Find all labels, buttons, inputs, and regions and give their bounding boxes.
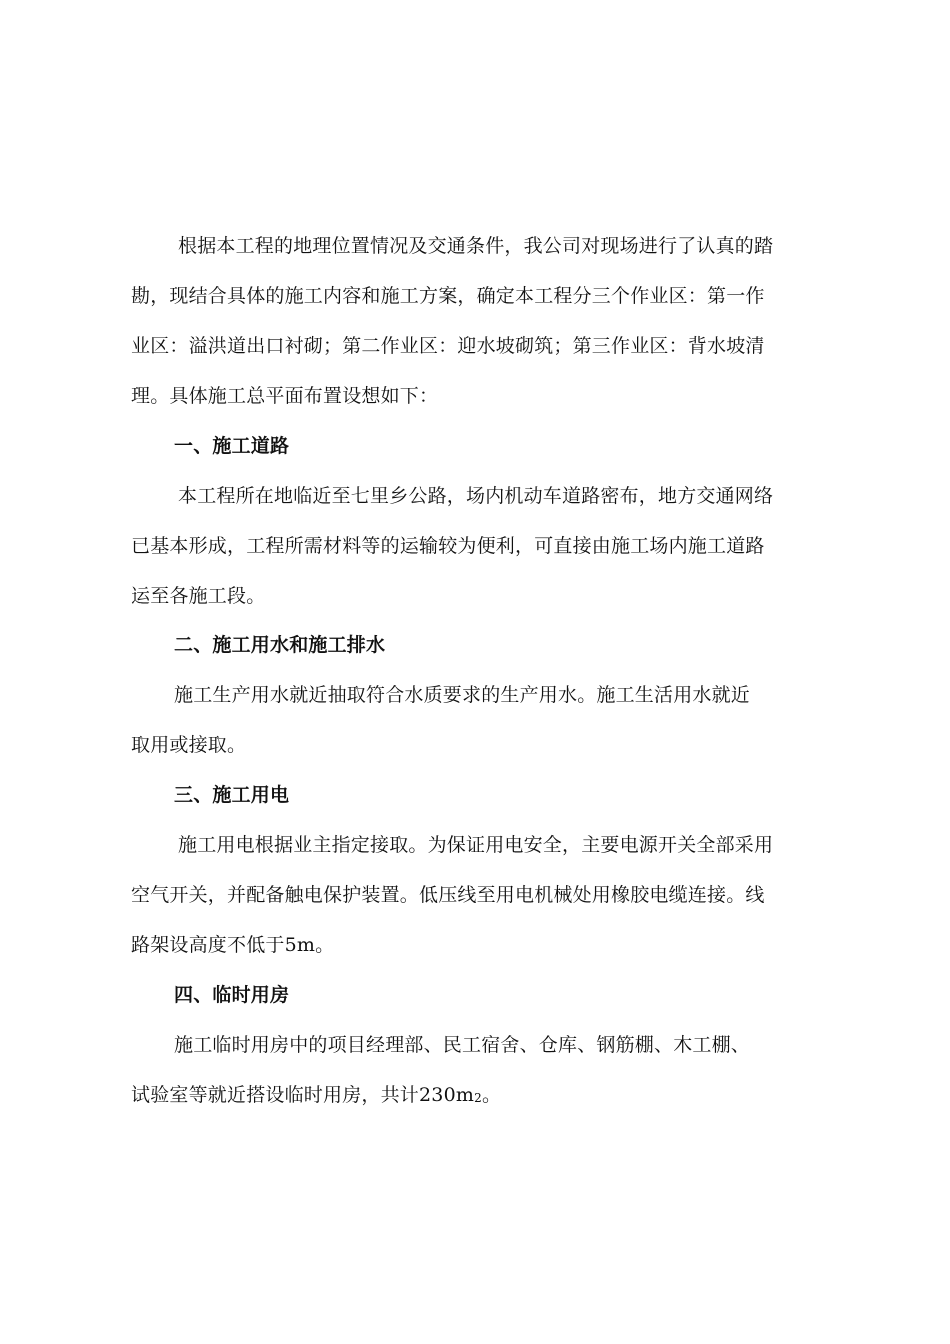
intro-line-3: 业区：溢洪道出口衬砌；第二作业区：迎水坡砌筑；第三作业区：背水坡清 (131, 335, 765, 357)
section-heading-power: 三、施工用电 (174, 784, 290, 806)
roads-line-1: 本工程所在地临近至七里乡公路，场内机动车道路密布，地方交通网络 (178, 485, 774, 507)
housing-line-1: 施工临时用房中的项目经理部、民工宿舍、仓库、钢筋棚、木工棚、 (174, 1034, 751, 1056)
intro-line-2: 勘，现结合具体的施工内容和施工方案，确定本工程分三个作业区：第一作 (131, 285, 765, 307)
water-line-2: 取用或接取。 (131, 734, 247, 756)
area-unit-superscript: 2 (474, 1091, 482, 1105)
roads-line-2: 已基本形成，工程所需材料等的运输较为便利，可直接由施工场内施工道路 (131, 535, 765, 557)
intro-line-4: 理。具体施工总平面布置设想如下： (131, 385, 439, 407)
intro-line-1: 根据本工程的地理位置情况及交通条件，我公司对现场进行了认真的踏 (178, 235, 774, 257)
section-heading-water: 二、施工用水和施工排水 (174, 634, 386, 656)
housing-line-2 (131, 1082, 851, 1110)
housing-line-2-text: 试验室等就近搭设临时用房，共计230m (131, 1084, 475, 1106)
housing-line-2-end: 。 (481, 1084, 502, 1106)
power-line-2: 空气开关，并配备触电保护装置。低压线至用电机械处用橡胶电缆连接。线 (131, 884, 765, 906)
water-line-1: 施工生产用水就近抽取符合水质要求的生产用水。施工生活用水就近 (174, 684, 751, 706)
section-heading-housing: 四、临时用房 (174, 984, 290, 1006)
power-line-3: 路架设高度不低于5m。 (131, 934, 335, 956)
power-line-1: 施工用电根据业主指定接取。为保证用电安全，主要电源开关全部采用 (178, 834, 774, 856)
roads-line-3: 运至各施工段。 (131, 585, 266, 607)
section-heading-roads: 一、施工道路 (174, 435, 290, 457)
